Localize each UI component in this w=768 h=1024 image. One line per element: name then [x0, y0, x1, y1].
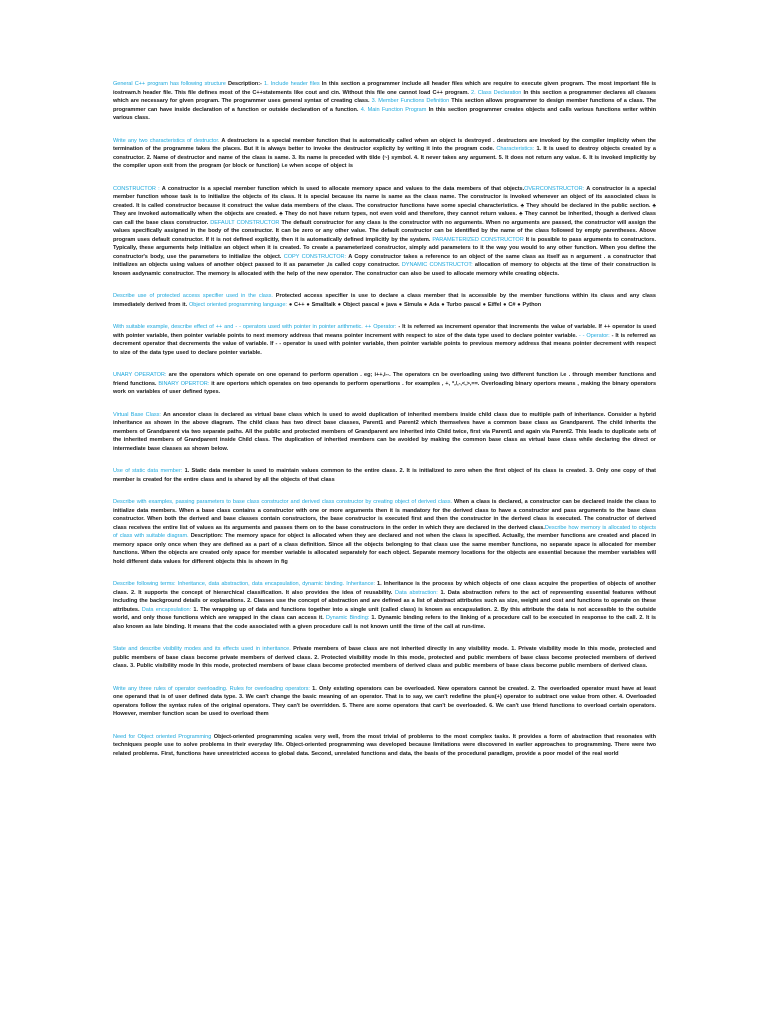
heading-text: DEFAULT CONSTRUCTOR [210, 219, 280, 226]
body-text: A constructor is a special member function whose task is to initialize the objects of its class. It is special because its name is same as the class name. The constructor is invoked whenever an object of its associated class is created. It is called constructor because it construct the value data members of the class. The constructor functions have some special characteristics. ♣ They should be declared in the public section. ♣ They are invoked automatically when the objects are created. ♣ They do not have return types, not even void and therefore, they cannot return values. ♣ They cannot be inherited, though a derived class can call the base class constructor. [113, 185, 656, 226]
body-text: 1. The wrapping up of data and functions together into a single unit (called class) is known as encapsulation. 2. By this attribute the data is not accessible to the outside world, and only those functions which are wrapped in the class can access it. [113, 606, 657, 621]
paragraph-4 [113, 292, 656, 309]
paragraph-9 [113, 498, 656, 566]
body-text: 1. Static data member is used to maintain values common to the entire class. 2. It is initialized to zero when the first object of its class is created. 3. Only one copy of that member is created for the entire class and is shared by all the objects of that class [113, 468, 656, 483]
body-text: Description:- [225, 81, 265, 87]
heading-text: General C++ program has following structure [113, 81, 226, 87]
heading-text: Need for Object oriented Programming [113, 733, 212, 740]
heading-text: State and describe visibility modes and its effects used in inheritance. [113, 646, 291, 652]
body-text: it are opertors which operates on two operands to perform operartions . for examples , +, *,/,-,<,>,==. Overloading binary opertors means , making the binary operators work on variables of user defined types. [113, 380, 657, 395]
paragraph-10 [113, 580, 656, 631]
heading-text: Object oriented programming language: [189, 301, 287, 308]
paragraph-13 [113, 733, 656, 759]
body-text: ● C++ ● Smalltalk ● Object pascal ● java ● Simula ● Ada ● Turbo pascal ● Eiffel ● C# ● Python [286, 301, 542, 308]
heading-text: Write any three rules of operator overloading. [113, 685, 228, 692]
body-text: - It is referred as increment operator that increments the value of variable. If ++ operator is used with pointer variable, then pointer variable points to next memory address that means pointer increment with respect to size of the data type used to declare pointer variable. [113, 324, 656, 339]
paragraph-8 [113, 467, 656, 484]
heading-text: PARAMETERIZED CONSTRUCTOR [432, 236, 524, 243]
body-text: When a class is declared, a constructor can be declared inside the class to initialize data members. When a base class contains a constructor with one or more arguments then it is mandatory for the derived class to have a constructor and pass arguments to the base class constructor. When both the derived and base classes contain constructors, the base constructor is executed first and then the constructor in the derived class is executed. The constructor of derived class receives the entire list of values as its arguments and passes them on to the base constructors in the order in which they are declared in the derived class. [113, 499, 656, 531]
heading-text: Inheritance: [346, 581, 375, 587]
body-text: Protected access specifier is use to declare a class member that is accessible by the member functions within its class and any class immediately derived from it. [113, 293, 656, 308]
heading-text: Describe use of protected access specifier used in the class. [113, 293, 273, 299]
heading-text: OVERCONSTRUCTOR: [524, 185, 585, 192]
body-text: 1. Inheritance is the process by which objects of one class acquire the properties of objects of another class. 2. It supports the concept of hierarchical classification. It also provides the idea of reusability. [113, 581, 656, 596]
paragraph-1 [113, 80, 656, 123]
body-text: The default constructor for any class is the constructor with no arguments. When no arguments are passed, the constructor will assign the values specifically assigned in the body of the constructor. It can be zero or any other value. The default constructor can be identified by the name of the class followed by empty parentheses. Above program uses default constructor. If it is not defined explicitly, then it is automatically defined implicitly by the system. [113, 219, 656, 243]
paragraph-2 [113, 137, 656, 171]
heading-text: DYNAMIC CONSTRUCTOT: [401, 262, 473, 268]
heading-text: COPY CONSTRUCTOR: [283, 253, 347, 260]
body-text: In this section programmer creates objects and calls various functions writer within various class. [113, 106, 657, 121]
heading-text: With suitable example, describe effect of ++ and - - operators used with pointer in pointer arithmetic. [113, 324, 363, 330]
heading-text: 2. Class Declaration [471, 89, 522, 96]
body-text: In this section a programmer declares all classes which are necessary for given program. The programmer uses general syntax of creating class. [113, 89, 656, 104]
body-text: Object-oriented programming scales very well, from the most trivial of problems to the most complex tasks. It provides a form of abstraction that resonates with techniques people use to solve problems in their everyday life. Object-oriented programming was developed because limitations were discovered in earlier approaches to programming. There were two related problems. First, functions have unrestricted access to global data. Second, unrelated functions and data, the basis of the procedural paradigm, provide a poor model of the real world [113, 733, 656, 757]
body-text: 1. Data abstraction refers to the act of representing essential features without including the background details or explanations. 2. Classes use the concept of abstraction and are defined as a list of abstract attributes such as size, weight and cost and functions to operate on these attributes. [113, 589, 656, 613]
heading-text: BINARY OPERTOR: [158, 380, 210, 387]
body-text: allocation of memory to objects at the time of their construction is known asdynamic constructor. The memory is allocated with the help of the new operator. The constructor can also be used to allocate memory while creating objects. [113, 262, 656, 277]
paragraph-12 [113, 685, 656, 719]
paragraph-7 [113, 411, 656, 454]
body-text: It is possible to pass arguments to constructors. Typically, these arguments help initialize an object when it is created. To create a parameterized constructor, simply add parameters to it the way you would to any other function. When you define the constructor's body, use the parameters to initialize the object. [113, 236, 656, 260]
heading-text: Describe how memory is allocated to objects of class with suitable diagram. [113, 524, 656, 539]
paragraph-3 [113, 185, 656, 279]
heading-text: 4. Main Function Program [360, 106, 427, 113]
body-text: An ancestor class is declared as virtual base class which is used to avoid duplication of inherited members inside child class due to multiple path of inheritance. Consider a hybrid inheritance as shown in the above diagram. The child class has two direct base classes, Parent1 and Parent2 which themselves have a common base class as Grandparent. The child inherits the members of Grandparent via two separate paths. All the public and protected members of Grandparent are inherited into Child twice, first via Parent1 and again via Parent2. This leads to duplicate sets of the inherited members of Grandparent inside Child class. The duplication of inherited members can be avoided by making the common base class as virtual base class while declaring the direct or intermediate base classes as shown below. [113, 411, 656, 452]
body-text: A Copy constructor takes a reference to an object of the same class as itself as n argument . a constructor that initializes an objects using values of another object passed to it as parameter ,is called copy constructor. [113, 253, 656, 268]
body-text: are the operators which operate on one operand to perform operation . eg; i++,i--. The operators cn be overloading using two different function i.e . through member functions and friend functions. [113, 372, 656, 387]
heading-text: 3. Member Functions Definition [371, 98, 450, 104]
heading-text: Data encapsulation: [141, 606, 192, 613]
heading-text: Describe following terms: Inheritance, data abstraction, data encapsulation, dynamic binding. [113, 581, 345, 587]
body-text: Private members of base class are not inherited directly in any visibility mode. 1. Private visibility mode In this mode, protected and public members of base class become private members of derived class. 2. Protected visibility mode In this mode, protected and public members of base class become protected members of derived class. 3. Public visibility mode In this mode, protected members of base class become protected members of derived class and public members of base class become public members of derived class. [113, 646, 657, 669]
heading-text: 1. Include header files [264, 81, 320, 87]
paragraph-6 [113, 371, 656, 397]
heading-text: UNARY OPERATOR: [113, 372, 167, 378]
body-text: 1. Dynamic binding refers to the linking of a procedure call to be executed in response to the call. 2. It is also known as late binding. It means that the code associated with a given procedure call is not known until the time of the call at run-time. [113, 615, 656, 630]
heading-text: Data abstraction: [395, 589, 438, 596]
body-text: Description: The memory space for object is allocated when they are declared and not when the class is specified. Actually, the member functions are created and placed in memory space only once when they are defined as a part of a class definition. Since all the objects belonging to that class use the same member functions, no separate space is allocated for member functions. When the objects are created only space for member variable is allocated separately for each object. Separate memory locations for the objects are essential because the member variables will hold different data values for different objects this is shown in fig [113, 533, 656, 565]
heading-text: Use of static data member: [113, 468, 183, 474]
heading-text: - - Operator: [578, 332, 610, 339]
heading-text: Describe with examples, passing parameters to base class constructor and derived class constructor by creating object of derived class. [113, 499, 452, 505]
heading-text: ++ Operator: [364, 324, 397, 330]
heading-text: Characteristics: [496, 146, 535, 152]
heading-text: Rules for overloading operators: [229, 685, 310, 692]
body-text: A destructors is a special member function that is automatically called when an object is destroyed . destructors are invoked by the compiler implicity when the termination of the programme takes the places. But it is always better to invoke the destructor explicity by writing it into the program code. [113, 137, 656, 152]
paragraph-11 [113, 645, 656, 671]
body-text: - It is referred as decrement operator that decrements the value of variable. If - - operator is used with pointer variable, then pointer variable points to previous memory address that means pointer decrement with respect to size of the data type used to declare pointer variable. [113, 332, 656, 356]
body-text: 1. Only existing operators can be overloaded. New operators cannot be created. 2. The overloaded operator must have at least one operand that is of user defined data type. 3. We can't change the basic meaning of an operator. That is to say, we can't redefine the plus(+) operator to subtract one value from other. 4. Overloaded operators follow the syntax rules of the original operators. They can't be overridden. 5. There are some operators that can't be overloaded. 6. We can't use friend functions to overload certain operators. However, member function scan be used to overload them [113, 685, 657, 717]
paragraph-5 [113, 323, 656, 357]
body-text: A constructor is a special member function which is used to allocate memory space and values to the data members of that objects. [159, 185, 525, 192]
document-page [113, 80, 656, 772]
body-text: 1. It is used to destroy objects created by a constructor. 2. Name of destructor and name of the class is same. 3. Its name is preceded with tilde (~) symbol. 4. It never takes any argument. 5. It does not return any value. 6. It is invoked implicitly by the compiler upon exit from the program (or block or function) i.e when scope of object is [113, 146, 656, 169]
body-text: This section allows programmer to design member functions of a class. The programmer can have inside declaration of a function or outside declaration of a function. [113, 98, 656, 113]
heading-text: Write any two characteristics of destructor. [113, 137, 220, 144]
body-text: In this section a programmer include all header files which are require to execute given program. The most important file is iostream.h header file. This file defines most of the C++statements like cout and cin. Without this file one cannot load C++ program. [113, 81, 657, 96]
heading-text: Dynamic Binding: [325, 615, 370, 621]
heading-text: CONSTRUCTOR : [113, 185, 160, 192]
heading-text: Virtual Base Class: [113, 411, 161, 418]
